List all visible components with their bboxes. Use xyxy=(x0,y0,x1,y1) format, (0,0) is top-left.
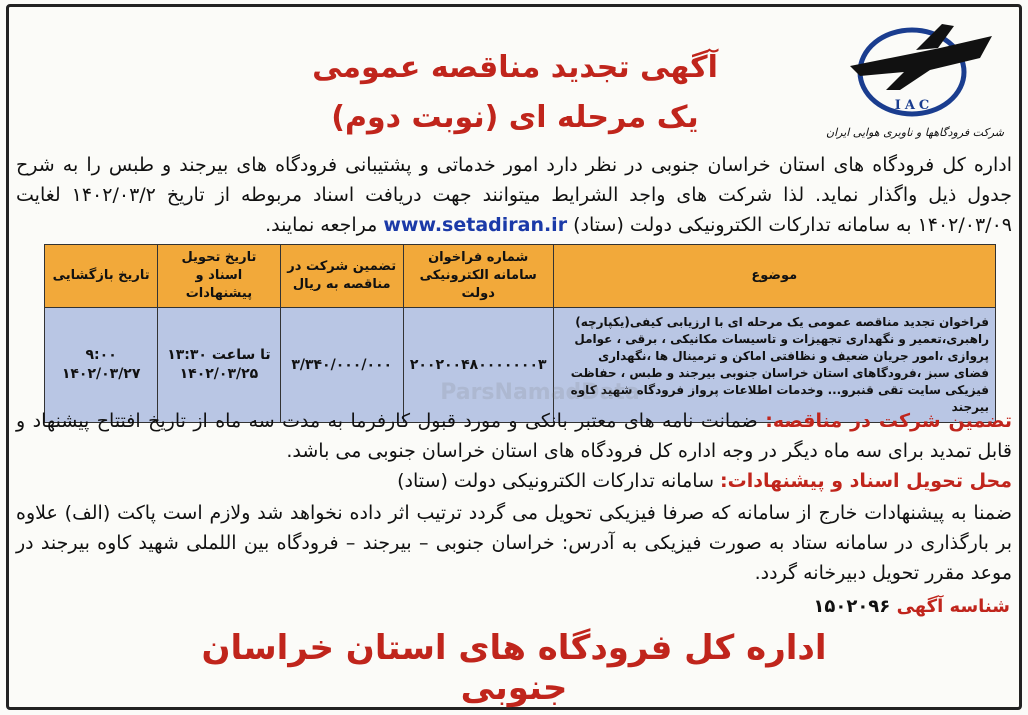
delivery-date: ۱۴۰۲/۰۳/۲۵ xyxy=(179,366,259,382)
ad-title: آگهی تجدید مناقصه عمومی xyxy=(312,50,718,85)
header-call-number: شماره فراخوان سامانه الکترونیکی دولت xyxy=(403,245,553,308)
ad-subtitle: یک مرحله ای (نوبت دوم) xyxy=(331,100,699,135)
delivery-time: تا ساعت ۱۳:۳۰ xyxy=(167,347,271,363)
note-paragraph: ضمنا به پیشنهادات خارج از سامانه که صرفا فیزیکی تحویل می گردد ترتیب اثر داده نخواهد شد ولازم است پاکت (الف) علاوه بر بارگذاری در سامانه ستاد به صورت فیزیکی به آدرس: خراسان جنوبی – بیرجند – فرودگاه بین اللملی شهید کاوه بیرجند در موعد مقرر تحویل دبیرخانه گردد. xyxy=(16,502,1012,584)
logo-text: IAC xyxy=(894,98,934,113)
logo-caption: شرکت فرودگاهها و ناوبری هوایی ایران xyxy=(825,126,1005,139)
intro-paragraph xyxy=(16,150,1012,240)
ad-id-value: ۱۵۰۲۰۹۶ xyxy=(813,596,891,617)
guarantee-text: ضمانت نامه های معتبر بانکی و مورد قبول کارفرما به مدت سه ماه از تاریخ افتتاح پیشنهاد و قابل تمدید برای سه ماه دیگر در وجه اداره کل فرودگاه های استان خراسان جنوبی می باشد. xyxy=(16,410,1012,462)
setad-website-link[interactable]: www.setadiran.ir xyxy=(383,214,568,236)
ad-id-label: شناسه آگهی xyxy=(896,596,1010,617)
header-delivery-date: تاریخ تحویل اسناد و پیشنهادات xyxy=(158,245,280,308)
ad-id xyxy=(780,596,1010,617)
intro-text-end: مراجعه نمایند. xyxy=(265,214,378,236)
footer-organization: اداره کل فرودگاه های استان خراسان جنوبی xyxy=(201,628,827,708)
header-subject: موضوع xyxy=(553,245,995,308)
cell-call-number: ۲۰۰۲۰۰۴۸۰۰۰۰۰۰۰۳ xyxy=(403,308,553,423)
cell-subject: فراخوان تجدید مناقصه عمومی یک مرحله ای با ارزیابی کیفی(یکپارچه) راهبری،تعمیر و نگهداری تجهیزات و تاسیسات مکانیکی ، برقی ، عوامل پروازی ،امور جریان ضعیف و نظافتی اماکن و ترمینال ها ،نگهداری فضای سبز ،فرودگاهای استان خراسان جنوبی بیرجند و طبس ، حفاظت فیزیکی سایت تقی قنبرو... وخدمات اطلاعات پرواز فرودگاه شهید کاوه بیرجند xyxy=(553,308,995,423)
delivery-label: محل تحویل اسناد و پیشنهادات: xyxy=(720,470,1012,492)
watermark: ParsNamadData xyxy=(440,380,640,405)
intro-text: اداره کل فرودگاه های استان خراسان جنوبی در نظر دارد امور خدماتی و پشتیبانی فرودگاه های بیرجند و طبس را به شرح جدول ذیل واگذار نماید. لذا شرکت های واجد الشرایط میتوانند جهت دریافت اسناد مربوطه از تاریخ ۱۴۰۲/۰۳/۲ لغایت ۱۴۰۲/۰۳/۰۹ به سامانه تدارکات الکترونیکی دولت (ستاد) xyxy=(16,154,1012,236)
table-header-row xyxy=(45,245,996,308)
header-opening-date: تاریخ بازگشایی xyxy=(45,245,158,308)
delivery-paragraph xyxy=(16,466,1012,496)
cell-guarantee: ۳/۳۴۰/۰۰۰/۰۰۰ xyxy=(280,308,403,423)
guarantee-paragraph xyxy=(16,406,1012,466)
header-guarantee: تضمین شرکت در مناقصه به ریال xyxy=(280,245,403,308)
opening-time: ۹:۰۰ xyxy=(85,347,117,363)
iac-logo xyxy=(820,14,1010,144)
opening-date: ۱۴۰۲/۰۳/۲۷ xyxy=(61,366,141,382)
guarantee-label: تضمین شرکت در مناقصه: xyxy=(765,410,1012,432)
delivery-text: سامانه تدارکات الکترونیکی دولت (ستاد) xyxy=(397,470,714,492)
